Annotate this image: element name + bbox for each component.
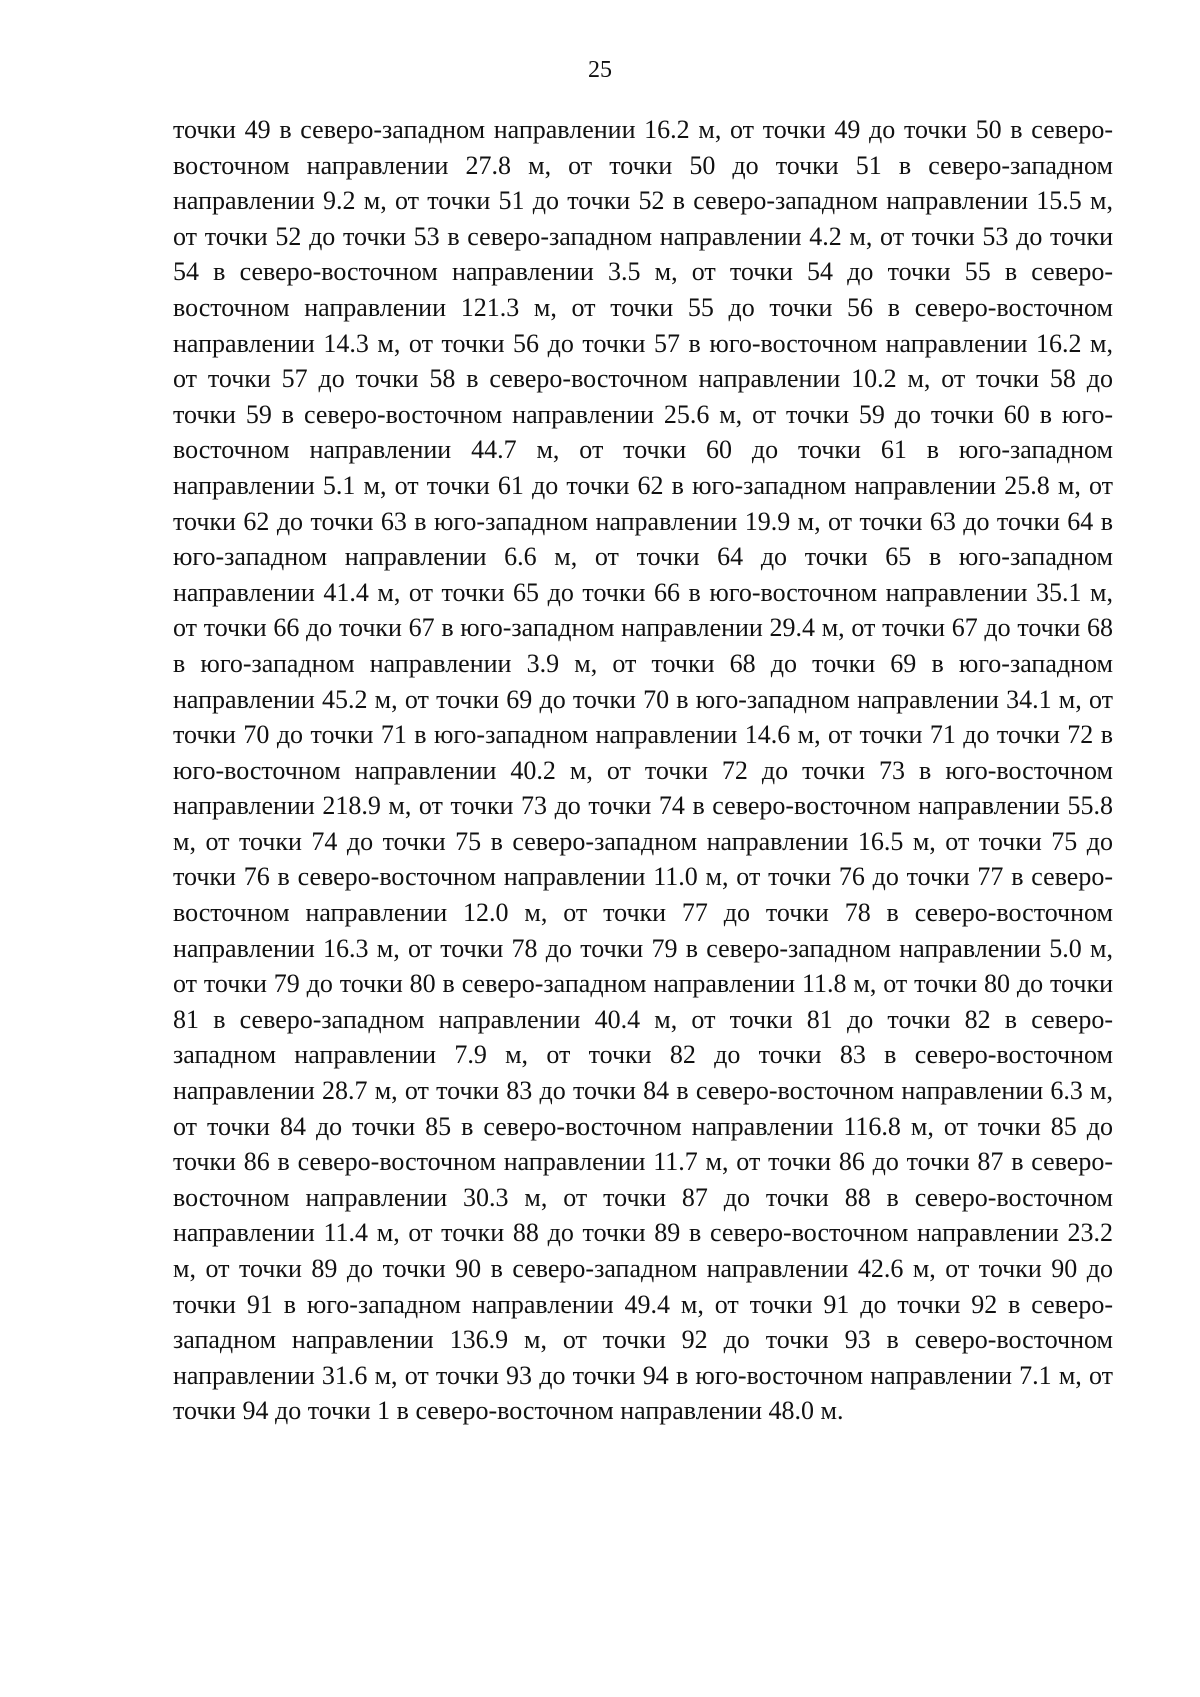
page-number: 25 — [588, 57, 612, 83]
body-paragraph: точки 49 в северо-западном направлении 16.2 м, от точки 49 до точки 50 в северо-восточном направлении 27.8 м, от точки 50 до точки 51 в северо-западном направлении 9.2 м, от точки 51 до точки 52 в северо-западном направлении 15.5 м, от точки 52 до точки 53 в северо-западном направлении 4.2 м, от точки 53 до точки 54 в северо-восточном направлении 3.5 м, от точки 54 до точки 55 в северо-восточном направлении 121.3 м, от точки 55 до точки 56 в северо-восточном направлении 14.3 м, от точки 56 до точки 57 в юго-восточном направлении 16.2 м, от точки 57 до точки 58 в северо-восточном направлении 10.2 м, от точки 58 до точки 59 в северо-восточном направлении 25.6 м, от точки 59 до точки 60 в юго-восточном направлении 44.7 м, от точки 60 до точки 61 в юго-западном направлении 5.1 м, от точки 61 до точки 62 в юго-западном направлении 25.8 м, от точки 62 до точки 63 в юго-западном направлении 19.9 м, от точки 63 до точки 64 в юго-западном направлении 6.6 м, от точки 64 до точки 65 в юго-западном направлении 41.4 м, от точки 65 до точки 66 в юго-восточном направлении 35.1 м, от точки 66 до точки 67 в юго-западном направлении 29.4 м, от точки 67 до точки 68 в юго-западном направлении 3.9 м, от точки 68 до точки 69 в юго-западном направлении 45.2 м, от точки 69 до точки 70 в юго-западном направлении 34.1 м, от точки 70 до точки 71 в юго-западном направлении 14.6 м, от точки 71 до точки 72 в юго-восточном направлении 40.2 м, от точки 72 до точки 73 в юго-восточном направлении 218.9 м, от точки 73 до точки 74 в северо-восточном направлении 55.8 м, от точки 74 до точки 75 в северо-западном направлении 16.5 м, от точки 75 до точки 76 в северо-восточном направлении 11.0 м, от точки 76 до точки 77 в северо-восточном направлении 12.0 м, от точки 77 до точки 78 в северо-восточном направлении 16.3 м, от точки 78 до точки 79 в северо-западном направлении 5.0 м, от точки 79 до точки 80 в северо-западном направлении 11.8 м, от точки 80 до точки 81 в северо-западном направлении 40.4 м, от точки 81 до точки 82 в северо-западном направлении 7.9 м, от точки 82 до точки 83 в северо-восточном направлении 28.7 м, от точки 83 до точки 84 в северо-восточном направлении 6.3 м, от точки 84 до точки 85 в северо-восточном направлении 116.8 м, от точки 85 до точки 86 в северо-восточном направлении 11.7 м, от точки 86 до точки 87 в северо-восточном направлении 30.3 м, от точки 87 до точки 88 в северо-восточном направлении 11.4 м, от точки 88 до точки 89 в северо-восточном направлении 23.2 м, от точки 89 до точки 90 в северо-западном направлении 42.6 м, от точки 90 до точки 91 в юго-западном направлении 49.4 м, от точки 91 до точки 92 в северо-западном направлении 136.9 м, от точки 92 до точки 93 в северо-восточном направлении 31.6 м, от точки 93 до точки 94 в юго-восточном направлении 7.1 м, от точки 94 до точки 1 в северо-восточном направлении 48.0 м. — [173, 115, 1113, 1426]
